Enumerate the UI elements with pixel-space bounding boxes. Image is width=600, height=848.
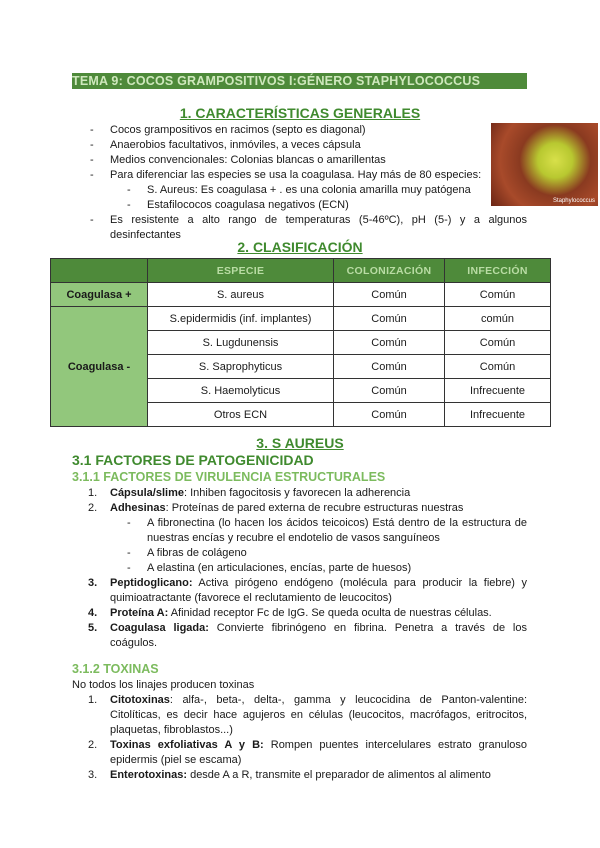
subsubsection-heading: 3.1.1 FACTORES DE VIRULENCIA ESTRUCTURALES: [72, 470, 386, 484]
sub-bullet: - A fibronectina (lo hacen los ácidos teicoicos) Está dentro de la estructura de nuestras encías y recubre el endotelio de vasos sanguíneos: [72, 516, 527, 546]
cell: Común: [334, 403, 445, 427]
subsection-heading: 3.1 FACTORES DE PATOGENICIDAD: [72, 452, 314, 468]
table-row: [51, 283, 551, 307]
cell: Común: [445, 355, 551, 379]
cell: Otros ECN: [148, 403, 334, 427]
cell: S.epidermidis (inf. implantes): [148, 307, 334, 331]
toxinas-intro: No todos los linajes producen toxinas: [72, 679, 255, 691]
cell: Común: [334, 283, 445, 307]
image-caption: Staphylococcus: [552, 198, 595, 204]
list-item: 5. Coagulasa ligada: Convierte fibrinógeno en fibrina. Penetra a través de los coágulos.: [88, 622, 527, 649]
cell: Común: [445, 331, 551, 355]
bullet: - Cocos grampositivos en racimos (septo es diagonal): [72, 123, 527, 138]
toxinas-heading: 3.1.2 TOXINAS: [72, 662, 159, 676]
cell: Común: [445, 283, 551, 307]
bullet: - Medios convencionales: Colonias blancas o amarillentas: [72, 153, 527, 168]
sub-bullet: - S. Aureus: Es coagulasa + . es una colonia amarilla muy patógena: [72, 183, 527, 198]
header-cell: COLONIZACIÓN: [334, 259, 445, 283]
list-item: 1. Cápsula/slime: Inhiben fagocitosis y favorecen la adherencia: [88, 487, 411, 499]
list-item: 1. Citotoxinas: alfa-, beta-, delta-, gamma y leucocidina de Panton-valentine: Citolíticas, es decir hace agujeros en células (leucocitos, macrófagos, eritrocitos, plaquetas, fibroblastos...): [88, 694, 527, 736]
cell: común: [445, 307, 551, 331]
list-item: 2. Adhesinas: Proteínas de pared externa de recubre estructuras nuestras: [88, 502, 464, 514]
sub-bullet: - Estafilococos coagulasa negativos (ECN): [72, 198, 527, 213]
section1-list: [72, 123, 527, 243]
list-item: 4. Proteína A: Afinidad receptor Fc de IgG. Se queda oculta de nuestras células.: [88, 607, 492, 619]
bullet: - Para diferenciar las especies se usa la coagulasa. Hay más de 80 especies:: [72, 168, 527, 183]
section2-heading: 2. CLASIFICACIÓN: [237, 239, 363, 255]
cell: Infrecuente: [445, 403, 551, 427]
bullet: - Anaerobios facultativos, inmóviles, a veces cápsula: [72, 138, 527, 153]
bullet: - Es resistente a alto rango de temperaturas (5-46ºC), pH (5-) y a algunos desinfectantes: [72, 213, 527, 243]
cell: Común: [334, 355, 445, 379]
table-row: [51, 307, 551, 331]
header-cell: [51, 259, 148, 283]
cell: S. Lugdunensis: [148, 331, 334, 355]
classification-table: [50, 258, 551, 427]
sub-bullet: - A fibras de colágeno: [72, 546, 527, 561]
cell: Común: [334, 379, 445, 403]
group-cell: Coagulasa +: [51, 283, 148, 307]
section1-heading: 1. CARACTERÍSTICAS GENERALES: [179, 105, 421, 121]
toxinas-list: [72, 693, 527, 783]
cell: Común: [334, 307, 445, 331]
cell: S. aureus: [148, 283, 334, 307]
list-item: 2. Toxinas exfoliativas A y B: Rompen puentes intercelulares estrato granuloso epidermis (piel se escama): [88, 739, 527, 766]
cell: S. Saprophyticus: [148, 355, 334, 379]
virulence-list: [72, 486, 527, 651]
table-header-row: [51, 259, 551, 283]
cell: Común: [334, 331, 445, 355]
section3-heading: 3. S AUREUS: [256, 435, 344, 451]
header-cell: INFECCIÓN: [445, 259, 551, 283]
list-item: 3. Peptidoglicano: Activa pirógeno endógeno (molécula para producir la fiebre) y quimioatractante (favorece el reclutamiento de leucocitos): [88, 577, 527, 604]
list-item: 3. Enterotoxinas: desde A a R, transmite el preparador de alimentos al alimento: [88, 769, 491, 781]
document-title: TEMA 9: COCOS GRAMPOSITIVOS I:GÉNERO STAPHYLOCOCCUS: [72, 73, 527, 89]
cell: S. Haemolyticus: [148, 379, 334, 403]
sub-bullet: - A elastina (en articulaciones, encías, parte de huesos): [72, 561, 527, 576]
group-cell: Coagulasa -: [51, 307, 148, 427]
header-cell: ESPECIE: [148, 259, 334, 283]
cell: Infrecuente: [445, 379, 551, 403]
